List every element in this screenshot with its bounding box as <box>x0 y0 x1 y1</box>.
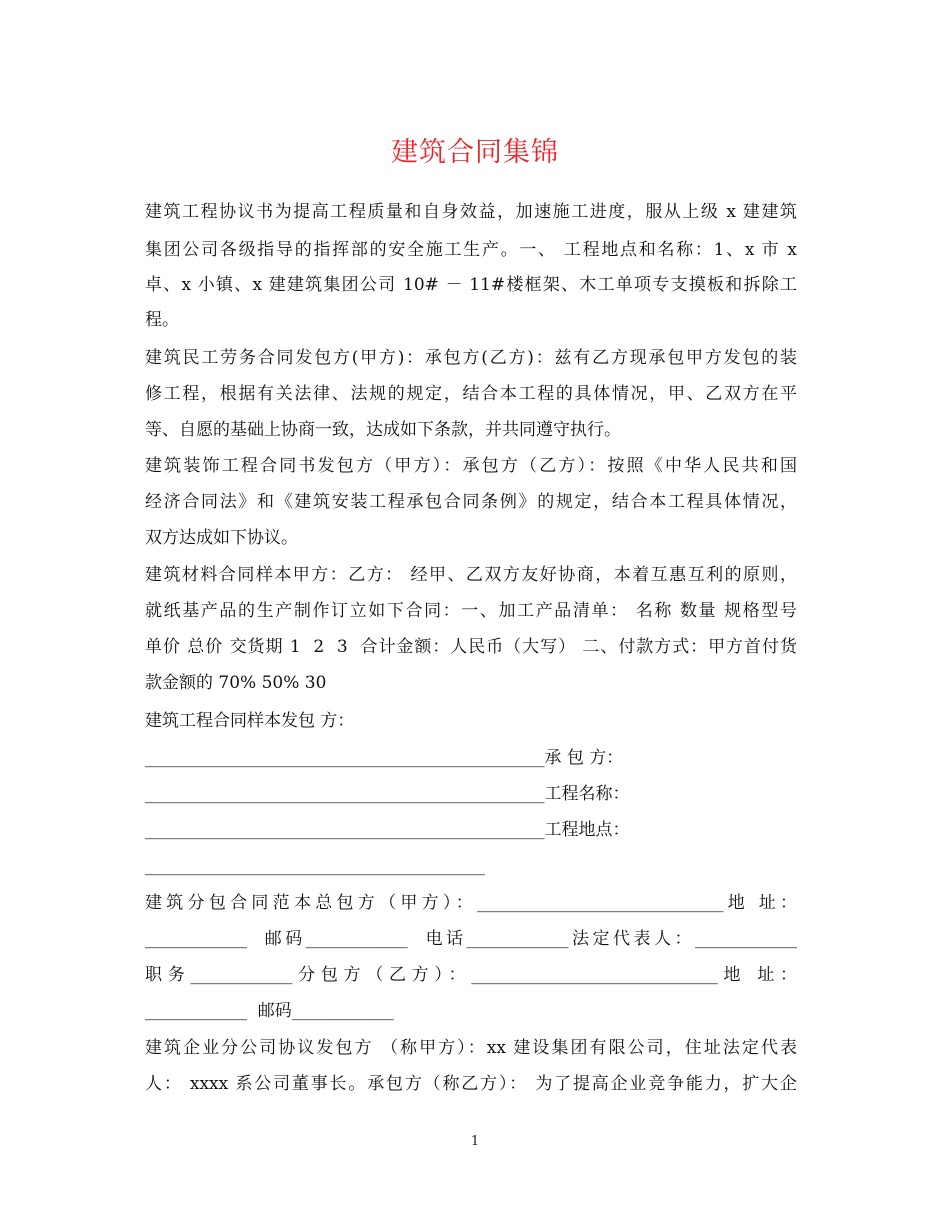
paragraph-1-line-4: 程。 <box>145 310 179 330</box>
paragraph-1-line-1: 建筑工程协议书为提高工程质量和自身效益，加速施工进度，服从上级 x 建建筑 <box>145 202 797 222</box>
paragraph-7-line-3: 职务____________分包方（乙方）：_____________________________地 址： <box>145 965 797 985</box>
paragraph-4-line-4: 款金额的 70% 50% 30 <box>145 673 327 693</box>
paragraph-8-line-2: 人： xxxx 系公司董事长。承包方（称乙方）： 为了提高企业竞争能力，扩大企 <box>145 1074 797 1094</box>
paragraph-6-line-3: _______________________________________________工程地点： <box>145 820 630 840</box>
paragraph-2-line-2: 修工程，根据有关法律、法规的规定，结合本工程的具体情况，甲、乙双方在平 <box>145 384 797 404</box>
paragraph-4-line-3: 单价 总价 交货期 1 2 3 合计金额：人民币（大写） 二、付款方式：甲方首付货 <box>145 637 797 657</box>
paragraph-4-line-2: 就纸基产品的生产制作订立如下合同：一、加工产品清单： 名称 数量 规格型号 <box>145 601 797 621</box>
paragraph-7-line-1: 建筑分包合同范本总包方（甲方）：_____________________________地 址： <box>145 893 797 913</box>
document-title: 建筑合同集锦 <box>391 137 559 168</box>
paragraph-6-line-2: _______________________________________________工程名称： <box>145 784 630 804</box>
paragraph-3-line-3: 双方达成如下协议。 <box>145 528 298 548</box>
paragraph-4-line-1: 建筑材料合同样本甲方：乙方： 经甲、乙双方友好协商，本着互惠互利的原则， <box>145 565 797 585</box>
paragraph-7-line-4: ____________ 邮码____________ <box>145 1001 394 1021</box>
paragraph-5-line-1: 建筑工程合同样本发包 方： <box>145 711 355 731</box>
paragraph-2-line-1: 建筑民工劳务合同发包方(甲方)：承包方(乙方)：兹有乙方现承包甲方发包的装 <box>145 348 797 368</box>
page-number: 1 <box>470 1134 480 1149</box>
paragraph-8-line-1: 建筑企业分公司协议发包方 （称甲方）：xx 建设集团有限公司，住址法定代表 <box>145 1038 797 1058</box>
paragraph-6-line-1: _______________________________________________承 包 方： <box>145 748 624 768</box>
paragraph-1-line-3: 卓、x 小镇、x 建建筑集团公司 10# － 11#楼框架、木工单项专支摸板和拆除工 <box>145 275 797 295</box>
paragraph-3-line-2: 经济合同法》和《建筑安装工程承包合同条例》的规定，结合本工程具体情况， <box>145 492 797 512</box>
paragraph-6-line-4: ________________________________________ <box>145 856 485 876</box>
paragraph-7-line-2: ____________ 邮码____________ 电话____________法定代表人：____________ <box>145 929 797 949</box>
paragraph-3-line-1: 建筑装饰工程合同书发包方（甲方）：承包方（乙方）：按照《中华人民共和国 <box>145 456 797 476</box>
paragraph-1-line-2: 集团公司各级指导的指挥部的安全施工生产。一、 工程地点和名称：1、x 市 x <box>145 240 797 260</box>
paragraph-2-line-3: 等、自愿的基础上协商一致，达成如下条款，并共同遵守执行。 <box>145 420 621 440</box>
